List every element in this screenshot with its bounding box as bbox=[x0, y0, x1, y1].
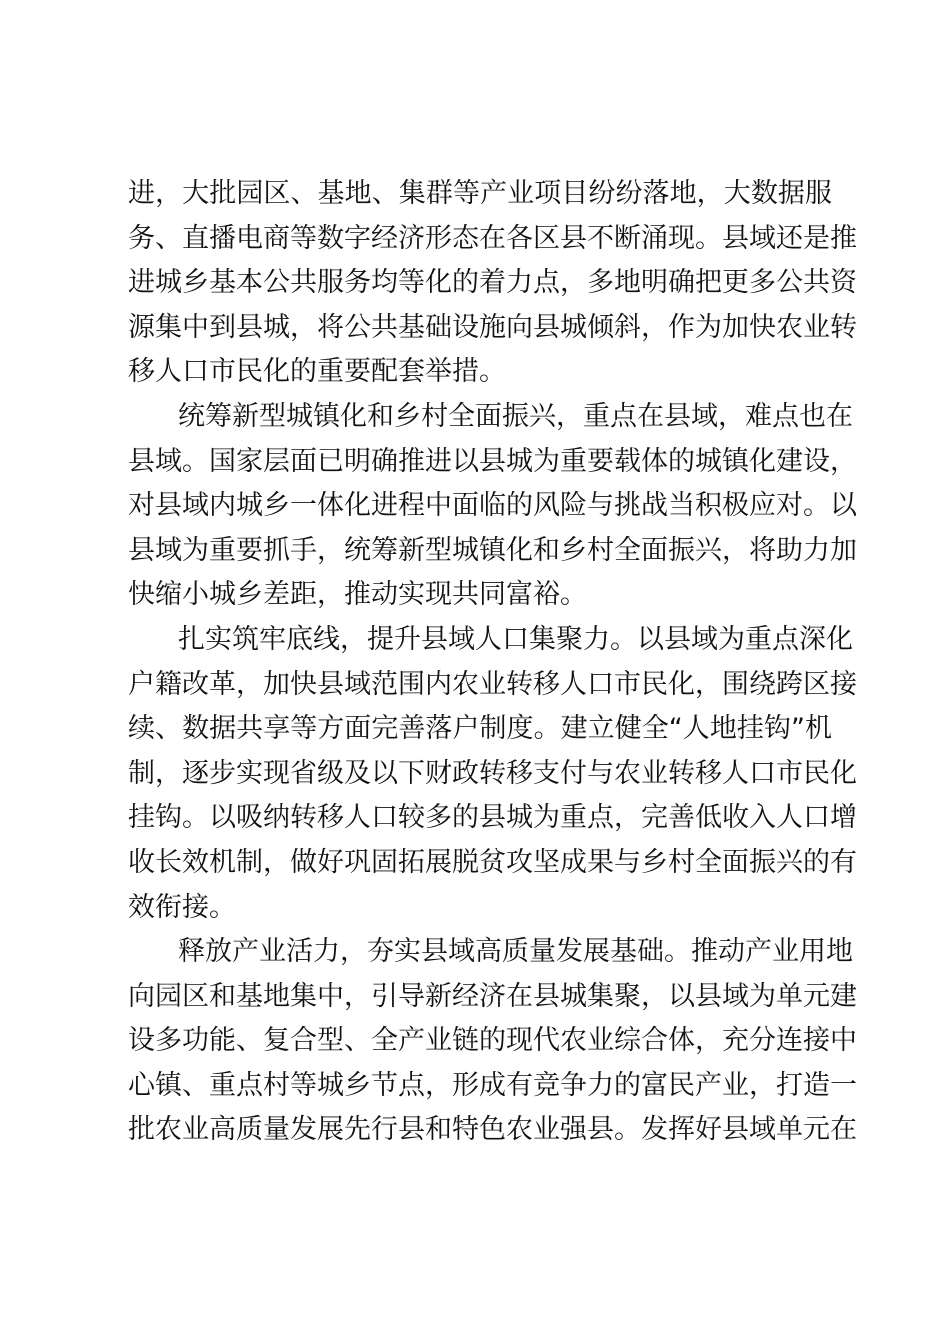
paragraph-line: 进，大批园区、基地、集群等产业项目纷纷落地，大数据服 bbox=[128, 178, 832, 209]
paragraph-line: 户籍改革，加快县域范围内农业转移人口市民化，围绕跨区接 bbox=[128, 668, 857, 700]
paragraph-line: 快缩小城乡差距，推动实现共同富裕。 bbox=[128, 579, 587, 611]
paragraph-line: 移人口市民化的重要配套举措。 bbox=[128, 356, 506, 388]
document-body bbox=[128, 172, 857, 1153]
paragraph-line: 源集中到县城，将公共基础设施向县城倾斜，作为加快农业转 bbox=[128, 311, 857, 343]
paragraph-line: 批农业高质量发展先行县和特色农业强县。发挥好县域单元在 bbox=[128, 1114, 857, 1146]
paragraph-line: 进城乡基本公共服务均等化的着力点，多地明确把更多公共资 bbox=[128, 267, 857, 299]
paragraph-line: 效衔接。 bbox=[128, 891, 236, 923]
paragraph-line: 收长效机制，做好巩固拓展脱贫攻坚成果与乡村全面振兴的有 bbox=[128, 846, 857, 878]
paragraph-line: 县域为重要抓手，统筹新型城镇化和乡村全面振兴，将助力加 bbox=[128, 534, 857, 566]
paragraph-line: 续、数据共享等方面完善落户制度。建立健全“人地挂钩”机 bbox=[128, 713, 832, 745]
paragraph-2 bbox=[128, 395, 857, 618]
paragraph-line: 设多功能、复合型、全产业链的现代农业综合体，充分连接中 bbox=[128, 1025, 857, 1057]
paragraph-line: 挂钩。以吸纳转移人口较多的县城为重点，完善低收入人口增 bbox=[128, 802, 857, 834]
paragraph-line: 县域。国家层面已明确推进以县城为重要载体的城镇化建设， bbox=[128, 445, 857, 477]
paragraph-line: 对县域内城乡一体化进程中面临的风险与挑战当积极应对。以 bbox=[128, 490, 857, 522]
paragraph-line: 心镇、重点村等城乡节点，形成有竞争力的富民产业，打造一 bbox=[128, 1069, 857, 1101]
paragraph-line: 扎实筑牢底线，提升县域人口集聚力。以县域为重点深化 bbox=[178, 623, 853, 655]
paragraph-line: 制，逐步实现省级及以下财政转移支付与农业转移人口市民化 bbox=[128, 757, 857, 789]
paragraph-line: 务、直播电商等数字经济形态在各区县不断涌现。县域还是推 bbox=[128, 222, 857, 254]
paragraph-line: 向园区和基地集中，引导新经济在县城集聚，以县域为单元建 bbox=[128, 980, 857, 1012]
paragraph-4 bbox=[128, 930, 857, 1153]
paragraph-line: 统筹新型城镇化和乡村全面振兴，重点在县域，难点也在 bbox=[178, 400, 853, 432]
paragraph-1 bbox=[128, 172, 857, 395]
paragraph-line: 释放产业活力，夯实县域高质量发展基础。推动产业用地 bbox=[178, 936, 853, 968]
paragraph-3 bbox=[128, 618, 857, 930]
